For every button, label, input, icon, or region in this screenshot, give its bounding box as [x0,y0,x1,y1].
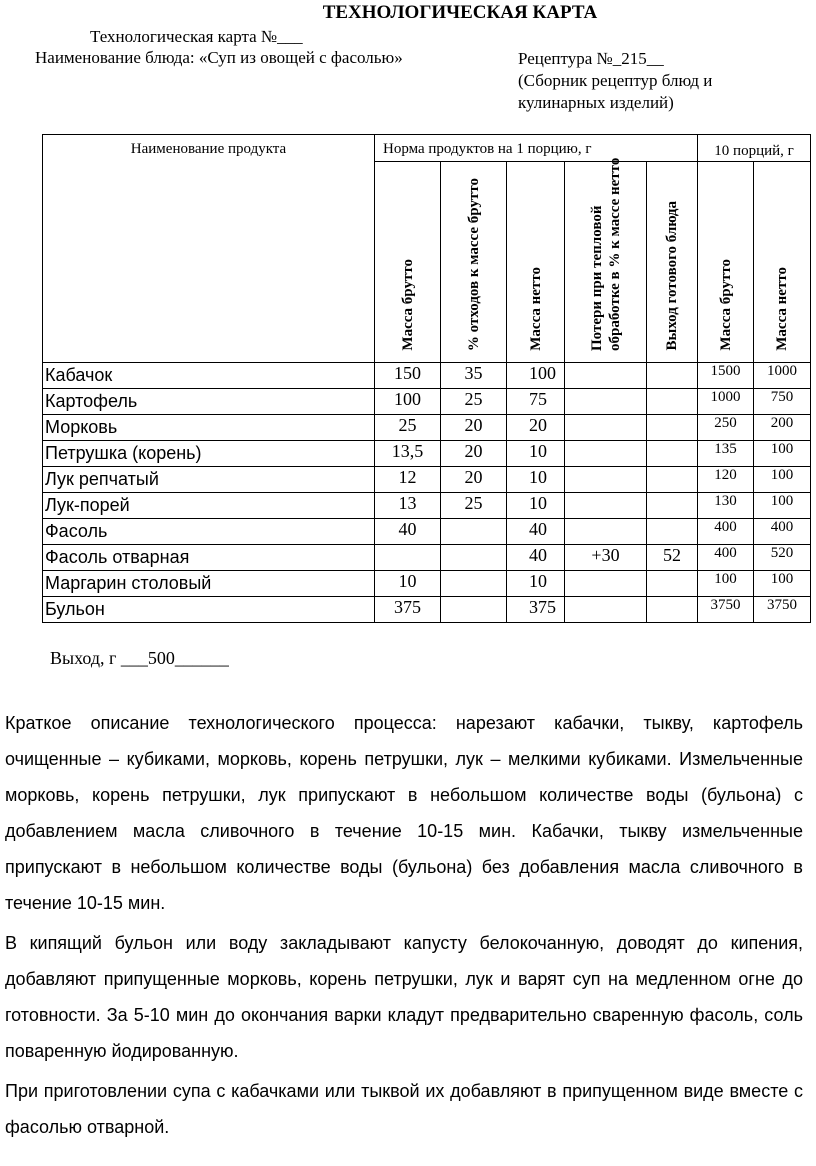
ten-gross-cell: 250 [698,415,754,441]
net-cell: 40 [507,545,565,571]
header-ten-portions: 10 порций, г [698,135,811,162]
net-cell: 10 [507,467,565,493]
subheader-ten-gross: Масса брутто [698,162,754,363]
ten-net-cell: 750 [754,389,811,415]
loss-cell [565,415,647,441]
waste-cell: 35 [441,363,507,389]
net-cell: 10 [507,441,565,467]
document-title: ТЕХНОЛОГИЧЕСКАЯ КАРТА [322,2,598,23]
output-cell [647,519,698,545]
waste-cell: 25 [441,493,507,519]
table-row [43,597,811,623]
subheader-gross: Масса брутто [375,162,441,363]
recipe-source: (Сборник рецептур блюд и кулинарных изделий) [518,71,713,112]
ten-gross-cell: 400 [698,545,754,571]
output-cell [647,363,698,389]
net-cell: 20 [507,415,565,441]
net-cell: 40 [507,519,565,545]
table-row [43,571,811,597]
recipe-number: Рецептура №_215__ [518,49,664,68]
table-row [43,519,811,545]
ten-net-cell: 100 [754,467,811,493]
table-row [43,363,811,389]
loss-cell [565,363,647,389]
ten-gross-cell: 3750 [698,597,754,623]
net-cell: 100 [507,363,565,389]
waste-cell [441,597,507,623]
loss-cell [565,519,647,545]
loss-cell: +30 [565,545,647,571]
ten-net-cell: 100 [754,441,811,467]
yield-line: Выход, г ___500______ [50,648,229,668]
table-row [43,441,811,467]
ten-gross-cell: 120 [698,467,754,493]
ten-gross-cell: 130 [698,493,754,519]
table-row [43,545,811,571]
loss-cell [565,571,647,597]
subheader-waste: % отходов к массе брутто [441,162,507,363]
table-row [43,415,811,441]
ten-gross-cell: 1000 [698,389,754,415]
subheader-loss: Потери при тепловой обработке в % к массе нетто [565,162,647,363]
dish-name: Наименование блюда: «Суп из овощей с фасолью» [35,48,403,67]
product-name: Маргарин столовый [43,571,375,597]
card-number: Технологическая карта №___ [90,27,303,46]
ten-gross-cell: 135 [698,441,754,467]
description-paragraph: В кипящий бульон или воду закладывают капусту белокочанную, доводят до кипения, добавляют припущенные морковь, корень петрушки, лук и варят суп на медленном огне до готовности. За 5-10 мин до окончания варки кладут предварительно сваренную фасоль, соль поваренную йодированную. [5,933,803,1061]
header-product-name: Наименование продукта [43,135,375,363]
product-name: Лук-порей [43,493,375,519]
loss-cell [565,441,647,467]
ten-gross-cell: 100 [698,571,754,597]
product-name: Петрушка (корень) [43,441,375,467]
waste-cell: 20 [441,467,507,493]
header-norm-per-portion: Норма продуктов на 1 порцию, г [375,135,698,162]
gross-cell: 13 [375,493,441,519]
output-cell [647,597,698,623]
recipe-block [518,48,798,114]
table-row [43,493,811,519]
output-cell [647,389,698,415]
table-row [43,467,811,493]
net-cell: 375 [507,597,565,623]
product-name: Лук репчатый [43,467,375,493]
ten-net-cell: 400 [754,519,811,545]
product-name: Картофель [43,389,375,415]
waste-cell: 20 [441,441,507,467]
gross-cell [375,545,441,571]
product-name: Кабачок [43,363,375,389]
ten-net-cell: 3750 [754,597,811,623]
output-cell [647,467,698,493]
process-description [5,705,803,1145]
gross-cell: 25 [375,415,441,441]
gross-cell: 100 [375,389,441,415]
description-paragraph: Краткое описание технологического процесса: нарезают кабачки, тыкву, картофель очищенные – кубиками, морковь, корень петрушки, лук – мелкими кубиками. Измельченные морковь, корень петрушки, лук припускают в небольшом количестве воды (бульона) с добавлением масла сливочного в течение 10-15 мин. Кабачки, тыкву измельченные припускают в небольшом количестве воды (бульона) без добавления масла сливочного в течение 10-15 мин. [5,713,803,913]
gross-cell: 375 [375,597,441,623]
loss-cell [565,389,647,415]
output-cell [647,493,698,519]
gross-cell: 150 [375,363,441,389]
output-cell [647,571,698,597]
ten-net-cell: 520 [754,545,811,571]
gross-cell: 13,5 [375,441,441,467]
output-cell [647,415,698,441]
product-name: Фасоль [43,519,375,545]
ten-net-cell: 100 [754,493,811,519]
loss-cell [565,597,647,623]
gross-cell: 12 [375,467,441,493]
waste-cell [441,519,507,545]
waste-cell: 20 [441,415,507,441]
output-cell [647,441,698,467]
recipe-table [42,134,811,623]
ten-gross-cell: 1500 [698,363,754,389]
net-cell: 10 [507,571,565,597]
description-paragraph: При приготовлении супа с кабачками или тыквой их добавляют в припущенном виде вместе с фасолью отварной. [5,1081,803,1137]
product-name: Фасоль отварная [43,545,375,571]
subheader-output: Выход готового блюда [647,162,698,363]
loss-cell [565,467,647,493]
waste-cell [441,545,507,571]
ten-gross-cell: 400 [698,519,754,545]
net-cell: 75 [507,389,565,415]
ten-net-cell: 1000 [754,363,811,389]
product-name: Морковь [43,415,375,441]
product-name: Бульон [43,597,375,623]
ten-net-cell: 200 [754,415,811,441]
table-row [43,389,811,415]
loss-cell [565,493,647,519]
subheader-ten-net: Масса нетто [754,162,811,363]
subheader-net: Масса нетто [507,162,565,363]
output-cell: 52 [647,545,698,571]
net-cell: 10 [507,493,565,519]
waste-cell [441,571,507,597]
gross-cell: 40 [375,519,441,545]
ten-net-cell: 100 [754,571,811,597]
gross-cell: 10 [375,571,441,597]
waste-cell: 25 [441,389,507,415]
